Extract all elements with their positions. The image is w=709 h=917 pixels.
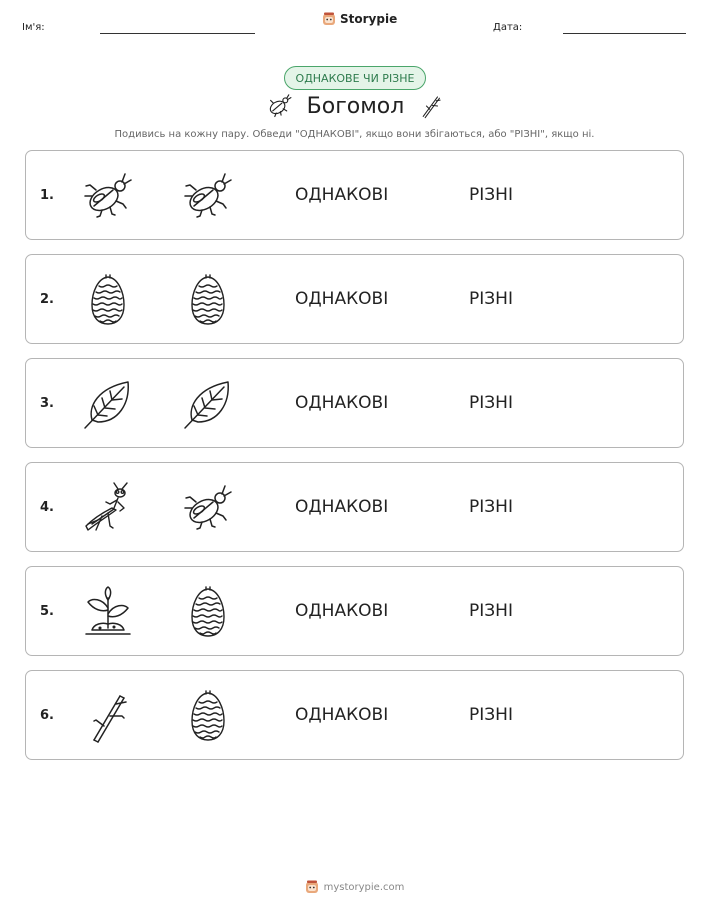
date-field-line[interactable]	[563, 33, 686, 34]
row-number: 2.	[40, 292, 54, 307]
leaf-icon	[180, 376, 236, 432]
twig-icon	[80, 688, 136, 744]
pair-row	[25, 358, 684, 448]
option-different[interactable]: РІЗНІ	[469, 705, 513, 725]
footer	[0, 880, 709, 894]
cocoon-icon	[180, 584, 236, 640]
twig-icon	[418, 92, 444, 120]
option-different[interactable]: РІЗНІ	[469, 393, 513, 413]
option-same[interactable]: ОДНАКОВІ	[295, 601, 389, 621]
option-different[interactable]: РІЗНІ	[469, 185, 513, 205]
pair-row	[25, 566, 684, 656]
title-row	[0, 92, 709, 120]
cocoon-icon	[80, 272, 136, 328]
brand-logo	[322, 12, 397, 26]
storypie-mascot-icon	[305, 880, 319, 894]
date-label: Дата:	[493, 22, 523, 33]
worksheet-type-badge: ОДНАКОВЕ ЧИ РІЗНЕ	[284, 66, 426, 90]
row-number: 5.	[40, 604, 54, 619]
leaf-icon	[80, 376, 136, 432]
pair-row	[25, 150, 684, 240]
beetle-icon	[80, 168, 136, 224]
row-number: 4.	[40, 500, 54, 515]
option-same[interactable]: ОДНАКОВІ	[295, 289, 389, 309]
row-number: 3.	[40, 396, 54, 411]
option-same[interactable]: ОДНАКОВІ	[295, 497, 389, 517]
name-label: Ім'я:	[22, 22, 45, 33]
option-same[interactable]: ОДНАКОВІ	[295, 185, 389, 205]
beetle-icon	[265, 92, 293, 120]
brand-name: Storypie	[340, 12, 398, 26]
footer-url: mystorypie.com	[323, 881, 405, 893]
mantis-icon	[80, 480, 136, 536]
sprout-icon	[80, 584, 136, 640]
option-different[interactable]: РІЗНІ	[469, 601, 513, 621]
beetle-icon	[180, 168, 236, 224]
option-different[interactable]: РІЗНІ	[469, 289, 513, 309]
pair-row	[25, 462, 684, 552]
pair-row	[25, 254, 684, 344]
beetle-icon	[180, 480, 236, 536]
storypie-mascot-icon	[322, 12, 336, 26]
name-field-line[interactable]	[100, 33, 255, 34]
row-number: 6.	[40, 708, 54, 723]
row-number: 1.	[40, 188, 54, 203]
option-same[interactable]: ОДНАКОВІ	[295, 705, 389, 725]
option-different[interactable]: РІЗНІ	[469, 497, 513, 517]
pair-row	[25, 670, 684, 760]
page-title: Богомол	[306, 93, 405, 119]
option-same[interactable]: ОДНАКОВІ	[295, 393, 389, 413]
cocoon-icon	[180, 272, 236, 328]
cocoon-icon	[180, 688, 236, 744]
instructions: Подивись на кожну пару. Обведи "ОДНАКОВІ", якщо вони збігаються, або "РІЗНІ", якщо ні.	[114, 129, 595, 140]
